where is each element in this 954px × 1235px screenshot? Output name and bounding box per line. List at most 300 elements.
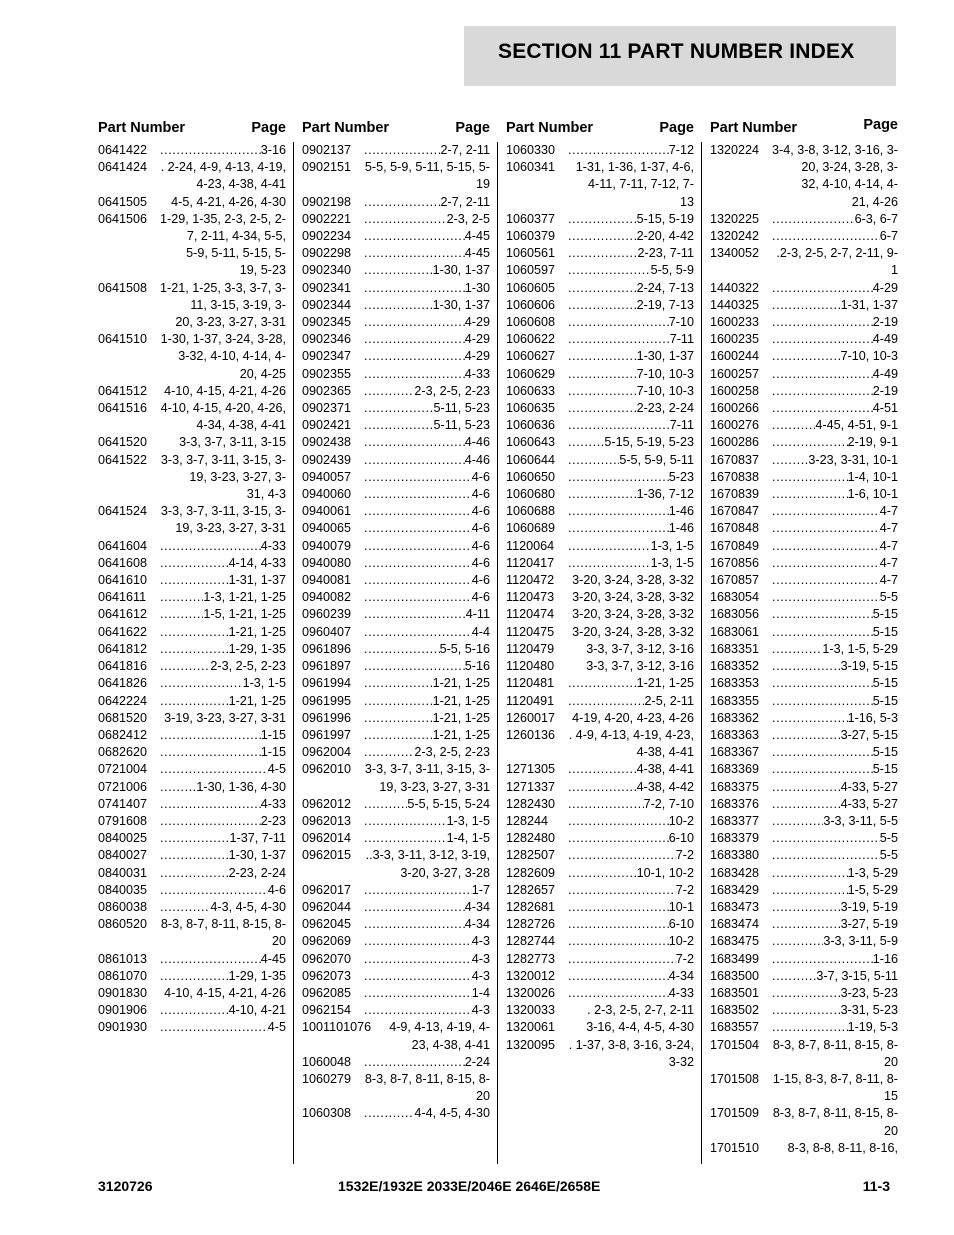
dot-leader bbox=[364, 1054, 465, 1071]
index-column-1 bbox=[98, 118, 286, 1037]
page-list: 4-11 bbox=[465, 607, 490, 622]
dot-leader bbox=[364, 503, 472, 520]
part-number: 0641506 bbox=[98, 211, 148, 226]
dot-leader bbox=[568, 520, 669, 537]
page-list: 2-5, 2-11 bbox=[644, 693, 694, 708]
page-list: 3-23, 5-23 bbox=[840, 985, 898, 1000]
page-references: 3-3, 3-7, 3-12, 3-16 bbox=[586, 641, 694, 656]
part-number: 1060341 bbox=[506, 160, 556, 175]
part-number: 1683375 bbox=[710, 779, 760, 794]
part-number: 1683061 bbox=[710, 624, 760, 639]
index-entry bbox=[302, 796, 490, 813]
index-entry bbox=[710, 847, 898, 864]
dot-leader bbox=[568, 434, 604, 451]
page-references bbox=[568, 779, 694, 796]
index-entry bbox=[506, 469, 694, 486]
index-entry bbox=[302, 761, 490, 795]
part-number: 0641610 bbox=[98, 573, 148, 588]
page-references bbox=[160, 538, 286, 555]
page-list: 1-3, 5-29 bbox=[847, 865, 898, 880]
index-entry bbox=[98, 280, 286, 332]
index-entry bbox=[302, 693, 490, 710]
part-number: 0902340 bbox=[302, 263, 352, 278]
part-number: 1060689 bbox=[506, 521, 556, 536]
page-list: 1-7 bbox=[471, 882, 490, 897]
part-number: 0962010 bbox=[302, 762, 352, 777]
part-number: 1060597 bbox=[506, 263, 556, 278]
dot-leader bbox=[772, 727, 841, 744]
column-divider bbox=[701, 142, 702, 1164]
page-list: 4-34 bbox=[464, 917, 490, 932]
dot-leader bbox=[364, 933, 472, 950]
index-entry bbox=[710, 469, 898, 486]
dot-leader bbox=[160, 572, 229, 589]
part-number: 1670847 bbox=[710, 504, 760, 519]
page-references bbox=[568, 830, 694, 847]
part-number: 0641424 bbox=[98, 160, 148, 175]
page-list: 5-5, 5-15, 5-24 bbox=[407, 796, 490, 811]
part-number: 0902421 bbox=[302, 418, 352, 433]
page-list: 5-15, 5-19 bbox=[636, 211, 694, 226]
index-entry bbox=[302, 951, 490, 968]
index-entry bbox=[506, 624, 694, 641]
dot-leader bbox=[568, 452, 619, 469]
page-references bbox=[772, 1002, 898, 1019]
dot-leader bbox=[772, 572, 880, 589]
page-references bbox=[772, 452, 898, 469]
index-entry bbox=[710, 899, 898, 916]
index-entry bbox=[710, 882, 898, 899]
page-list: 4-33 bbox=[260, 538, 286, 553]
page-references: 4-10, 4-15, 4-21, 4-26 bbox=[164, 985, 286, 1000]
dot-leader bbox=[364, 211, 447, 228]
page-references bbox=[364, 194, 490, 211]
page-list: 1-5, 1-21, 1-25 bbox=[203, 607, 286, 622]
page-header: Page bbox=[251, 120, 286, 136]
part-number: 1282480 bbox=[506, 831, 556, 846]
page-list: 4-34 bbox=[668, 968, 694, 983]
page-list: 5-5, 5-16 bbox=[439, 641, 490, 656]
page-list: 2-24, 7-13 bbox=[636, 280, 694, 295]
dot-leader bbox=[364, 744, 414, 761]
page-references: 8-3, 8-8, 8-11, 8-16, bbox=[787, 1140, 898, 1155]
dot-leader bbox=[772, 641, 822, 658]
entry-list bbox=[710, 142, 898, 1157]
part-number: 1683369 bbox=[710, 762, 760, 777]
page-list: 1-4, 10-1 bbox=[847, 469, 898, 484]
column-divider bbox=[293, 142, 294, 1164]
part-number: 1320012 bbox=[506, 968, 556, 983]
page-list: 5-5, 5-9 bbox=[650, 263, 694, 278]
page-references bbox=[772, 830, 898, 847]
dot-leader bbox=[772, 882, 848, 899]
page-list: 1-21, 1-25 bbox=[228, 693, 286, 708]
page-references bbox=[568, 693, 694, 710]
page-list: 5-5 bbox=[879, 848, 898, 863]
dot-leader bbox=[568, 228, 637, 245]
dot-leader bbox=[568, 968, 669, 985]
part-number: 1683380 bbox=[710, 848, 760, 863]
index-entry bbox=[506, 951, 694, 968]
part-number: 1683363 bbox=[710, 727, 760, 742]
part-number: 0962015 bbox=[302, 848, 352, 863]
page-list: 1-15 bbox=[260, 727, 286, 742]
page-references bbox=[160, 555, 286, 572]
part-number: 1683429 bbox=[710, 882, 760, 897]
page-references bbox=[772, 589, 898, 606]
page-references bbox=[772, 314, 898, 331]
page-references bbox=[568, 847, 694, 864]
page-references bbox=[364, 951, 490, 968]
part-number: 0641604 bbox=[98, 538, 148, 553]
page-references: 3-4, 3-8, 3-12, 3-16, 3-20, 3-24, 3-28, 3-32, 4-10, 4-14, 4-21, 4-26 bbox=[772, 143, 899, 209]
dot-leader bbox=[772, 1002, 841, 1019]
part-number: 1683500 bbox=[710, 968, 760, 983]
part-number: 0902438 bbox=[302, 435, 352, 450]
page-list: 1-6, 10-1 bbox=[847, 487, 898, 502]
index-entry bbox=[506, 933, 694, 950]
dot-leader bbox=[568, 555, 651, 572]
dot-leader bbox=[568, 779, 637, 796]
index-entry bbox=[98, 624, 286, 641]
page-references bbox=[364, 245, 490, 262]
part-number: 0960239 bbox=[302, 607, 352, 622]
page-references bbox=[160, 142, 286, 159]
dot-leader bbox=[364, 951, 472, 968]
dot-leader bbox=[772, 520, 880, 537]
page-list: 2-20, 4-42 bbox=[636, 229, 694, 244]
dot-leader bbox=[568, 314, 669, 331]
part-number: 1060636 bbox=[506, 418, 556, 433]
page-list: 1-3, 1-5 bbox=[446, 813, 490, 828]
dot-leader bbox=[568, 366, 637, 383]
index-entry bbox=[506, 761, 694, 778]
index-entry bbox=[302, 348, 490, 365]
part-number: 1683376 bbox=[710, 796, 760, 811]
page-references bbox=[568, 520, 694, 537]
index-entry bbox=[98, 882, 286, 899]
index-entry bbox=[710, 933, 898, 950]
part-number: 0641422 bbox=[98, 143, 148, 157]
dot-leader bbox=[772, 538, 880, 555]
page-references bbox=[160, 693, 286, 710]
index-entry bbox=[506, 245, 694, 262]
index-entry bbox=[98, 830, 286, 847]
page-list: 2-23 bbox=[260, 813, 286, 828]
page-list: 7-10 bbox=[668, 315, 694, 330]
page-list: 3-23, 3-31, 10-1 bbox=[808, 452, 898, 467]
page-list: 4-3, 4-5, 4-30 bbox=[210, 899, 286, 914]
index-entry bbox=[506, 297, 694, 314]
page-list: 5-15 bbox=[872, 693, 898, 708]
part-number: 1683499 bbox=[710, 951, 760, 966]
page-list: 1-30, 1-37 bbox=[228, 848, 286, 863]
index-entry bbox=[302, 262, 490, 279]
page-references bbox=[364, 1002, 490, 1019]
part-number: 0962045 bbox=[302, 917, 352, 932]
part-number: 0641611 bbox=[98, 590, 147, 605]
index-entry bbox=[710, 779, 898, 796]
dot-leader bbox=[772, 383, 873, 400]
page-references bbox=[772, 331, 898, 348]
part-number: 0860520 bbox=[98, 917, 148, 932]
page-list: 3-3, 3-11, 5-5 bbox=[823, 813, 898, 828]
index-entry bbox=[98, 452, 286, 504]
part-number: 1060377 bbox=[506, 211, 556, 226]
page-references: . 2-3, 2-5, 2-7, 2-11 bbox=[587, 1003, 694, 1018]
page-list: 1-21, 1-25 bbox=[432, 676, 490, 691]
part-number: 1670849 bbox=[710, 538, 760, 553]
index-entry bbox=[710, 1037, 898, 1071]
dot-leader bbox=[364, 985, 472, 1002]
dot-leader bbox=[568, 985, 669, 1002]
footer-doc-number: 3120726 bbox=[98, 1178, 153, 1194]
dot-leader bbox=[160, 865, 229, 882]
dot-leader bbox=[160, 727, 261, 744]
dot-leader bbox=[160, 538, 261, 555]
dot-leader bbox=[160, 951, 261, 968]
part-number: 1120473 bbox=[506, 590, 555, 605]
dot-leader bbox=[772, 796, 841, 813]
page-references: 3-20, 3-24, 3-28, 3-32 bbox=[572, 607, 694, 622]
page-references bbox=[364, 985, 490, 1002]
part-number: 1060650 bbox=[506, 469, 556, 484]
page-references bbox=[160, 830, 286, 847]
page-list: 2-23, 7-11 bbox=[637, 246, 694, 261]
part-number: 1600257 bbox=[710, 366, 760, 381]
page-list: 7-2 bbox=[675, 882, 694, 897]
page-references bbox=[568, 142, 694, 159]
page-references bbox=[364, 675, 490, 692]
part-number: 0962069 bbox=[302, 934, 352, 949]
dot-leader bbox=[160, 813, 261, 830]
page-references bbox=[364, 280, 490, 297]
page-references: 4-10, 4-15, 4-20, 4-26, 4-34, 4-38, 4-41 bbox=[160, 401, 286, 433]
dot-leader bbox=[364, 727, 433, 744]
page-references bbox=[160, 951, 286, 968]
page-list: 1-46 bbox=[668, 521, 694, 536]
page-references bbox=[364, 606, 490, 623]
page-list: 5-15 bbox=[872, 745, 898, 760]
page-list: 1-30, 1-37 bbox=[432, 263, 490, 278]
part-number: 1060644 bbox=[506, 452, 556, 467]
part-number: 1120474 bbox=[506, 607, 555, 622]
index-entry bbox=[98, 142, 286, 159]
page-references bbox=[364, 417, 490, 434]
page-list: 5-15 bbox=[872, 607, 898, 622]
index-entry bbox=[710, 727, 898, 744]
dot-leader bbox=[364, 675, 433, 692]
index-entry bbox=[98, 400, 286, 434]
page-references bbox=[568, 383, 694, 400]
dot-leader bbox=[772, 933, 823, 950]
page-list: 4-45 bbox=[464, 246, 490, 261]
page-references: . 4-9, 4-13, 4-19, 4-23, 4-38, 4-41 bbox=[568, 727, 694, 760]
index-entry bbox=[506, 779, 694, 796]
dot-leader bbox=[772, 1019, 848, 1036]
part-number: 1320033 bbox=[506, 1003, 556, 1018]
part-number: 0721006 bbox=[98, 779, 148, 794]
part-number: 0641816 bbox=[98, 659, 148, 674]
page-list: 4-4, 4-5, 4-30 bbox=[414, 1106, 490, 1121]
page-references: 3-3, 3-7, 3-12, 3-16 bbox=[586, 659, 694, 674]
index-entry bbox=[710, 641, 898, 658]
page-references bbox=[364, 882, 490, 899]
page-references: 3-20, 3-24, 3-28, 3-32 bbox=[572, 573, 694, 588]
index-entry bbox=[506, 813, 694, 830]
page-list: 4-5 bbox=[267, 1020, 286, 1035]
dot-leader bbox=[364, 348, 465, 365]
part-number: 1282657 bbox=[506, 882, 556, 897]
part-number: 1683351 bbox=[710, 641, 760, 656]
dot-leader bbox=[772, 847, 880, 864]
part-number: 0641826 bbox=[98, 676, 148, 691]
part-number: 1120491 bbox=[506, 693, 555, 708]
part-number: 0940061 bbox=[302, 504, 352, 519]
page-references: 1-30, 1-37, 3-24, 3-28, 3-32, 4-10, 4-14, 4-20, 4-25 bbox=[160, 332, 286, 381]
index-entry bbox=[506, 968, 694, 985]
index-entry bbox=[506, 159, 694, 211]
page-references bbox=[160, 865, 286, 882]
dot-leader bbox=[772, 744, 873, 761]
dot-leader bbox=[568, 675, 637, 692]
page-references bbox=[568, 400, 694, 417]
index-entry bbox=[98, 916, 286, 950]
page-list: 1-29, 1-35 bbox=[228, 968, 286, 983]
page-list: 4-49 bbox=[872, 332, 898, 347]
page-references: 3-3, 3-7, 3-11, 3-15 bbox=[179, 435, 286, 450]
page-list: 2-19 bbox=[872, 315, 898, 330]
index-entry bbox=[506, 417, 694, 434]
page-references: 3-16, 4-4, 4-5, 4-30 bbox=[586, 1020, 694, 1035]
page-list: 4-7 bbox=[879, 521, 898, 536]
page-references bbox=[772, 744, 898, 761]
part-number: 1701510 bbox=[710, 1140, 760, 1155]
page-references: 3-20, 3-24, 3-28, 3-32 bbox=[572, 624, 694, 639]
page-references: .2-3, 2-5, 2-7, 2-11, 9-1 bbox=[776, 246, 898, 278]
dot-leader bbox=[364, 314, 465, 331]
page-references bbox=[160, 796, 286, 813]
part-number: 0902355 bbox=[302, 366, 352, 381]
part-number: 0641510 bbox=[98, 332, 148, 347]
page-references bbox=[568, 331, 694, 348]
index-entry bbox=[710, 331, 898, 348]
part-number: 1282430 bbox=[506, 796, 556, 811]
index-entry bbox=[710, 985, 898, 1002]
page-references bbox=[364, 314, 490, 331]
page-references bbox=[160, 641, 286, 658]
page-references: ..3-3, 3-11, 3-12, 3-19, 3-20, 3-27, 3-28 bbox=[365, 848, 490, 880]
part-number: 128244 bbox=[506, 813, 549, 828]
index-entry bbox=[506, 899, 694, 916]
page-list: 7-10, 10-3 bbox=[636, 383, 694, 398]
page-list: 1-5, 5-29 bbox=[847, 882, 898, 897]
page-references: 8-3, 8-7, 8-11, 8-15, 8-20 bbox=[772, 1106, 898, 1138]
page-references bbox=[568, 434, 694, 451]
index-entry bbox=[98, 847, 286, 864]
page-references bbox=[772, 796, 898, 813]
index-entry bbox=[710, 1019, 898, 1036]
part-number: 1683502 bbox=[710, 1003, 760, 1018]
page-list: 1-4, 1-5 bbox=[446, 831, 490, 846]
page-references: 8-3, 8-7, 8-11, 8-15, 8-20 bbox=[364, 1071, 490, 1104]
dot-leader bbox=[568, 796, 644, 813]
dot-leader bbox=[772, 434, 848, 451]
page-list: 1-31, 1-37 bbox=[228, 573, 286, 588]
index-entry bbox=[506, 1037, 694, 1071]
page-references bbox=[772, 572, 898, 589]
page-references: 8-3, 8-7, 8-11, 8-15, 8-20 bbox=[160, 917, 286, 949]
part-number: 0641512 bbox=[98, 383, 148, 398]
index-entry bbox=[710, 555, 898, 572]
part-number: 1600286 bbox=[710, 435, 760, 450]
page-references bbox=[364, 538, 490, 555]
dot-leader bbox=[772, 710, 848, 727]
page-references bbox=[568, 486, 694, 503]
page-list: 4-38, 4-41 bbox=[636, 762, 694, 777]
part-number: 0791608 bbox=[98, 813, 148, 828]
part-number: 0962013 bbox=[302, 813, 352, 828]
index-entry bbox=[98, 985, 286, 1002]
page-references bbox=[772, 710, 898, 727]
page-references bbox=[568, 452, 694, 469]
column-header bbox=[98, 118, 286, 142]
part-number-header: Part Number bbox=[710, 120, 798, 136]
index-entry bbox=[98, 555, 286, 572]
dot-leader bbox=[364, 1105, 414, 1122]
page-references bbox=[772, 486, 898, 503]
page-references bbox=[364, 933, 490, 950]
part-number: 1060561 bbox=[506, 246, 556, 261]
page-list: 4-7 bbox=[879, 555, 898, 570]
index-entry bbox=[710, 865, 898, 882]
part-number: 1670857 bbox=[710, 573, 760, 588]
index-entry bbox=[506, 434, 694, 451]
part-number: 0902346 bbox=[302, 332, 352, 347]
index-entry bbox=[98, 331, 286, 383]
index-entry bbox=[302, 555, 490, 572]
part-number: 0961896 bbox=[302, 641, 352, 656]
page-references bbox=[772, 968, 898, 985]
page-list: 1-16 bbox=[872, 951, 898, 966]
page-references bbox=[364, 434, 490, 451]
part-number-header: Part Number bbox=[302, 120, 390, 136]
page-list: 1-21, 1-25 bbox=[432, 727, 490, 742]
page-references bbox=[772, 933, 898, 950]
page-references bbox=[160, 813, 286, 830]
index-entry bbox=[98, 538, 286, 555]
index-entry bbox=[710, 383, 898, 400]
page-list: 4-29 bbox=[464, 332, 490, 347]
page-list: 1-30, 1-37 bbox=[432, 297, 490, 312]
page-list: 10-2 bbox=[668, 934, 694, 949]
page-list: 10-1 bbox=[668, 899, 694, 914]
page-references bbox=[772, 779, 898, 796]
page-references bbox=[568, 985, 694, 1002]
dot-leader bbox=[364, 520, 472, 537]
part-number: 0902151 bbox=[302, 160, 352, 175]
page-list: 5-11, 5-23 bbox=[433, 418, 490, 433]
index-entry bbox=[302, 916, 490, 933]
part-number: 1060635 bbox=[506, 401, 556, 416]
index-entry bbox=[506, 916, 694, 933]
part-number: 0681520 bbox=[98, 710, 148, 725]
page-references bbox=[364, 400, 490, 417]
index-column-4 bbox=[710, 118, 898, 1157]
page-references: 3-20, 3-24, 3-28, 3-32 bbox=[572, 590, 694, 605]
page-references: . 2-24, 4-9, 4-13, 4-19, 4-23, 4-38, 4-41 bbox=[160, 160, 286, 192]
page-references bbox=[568, 796, 694, 813]
